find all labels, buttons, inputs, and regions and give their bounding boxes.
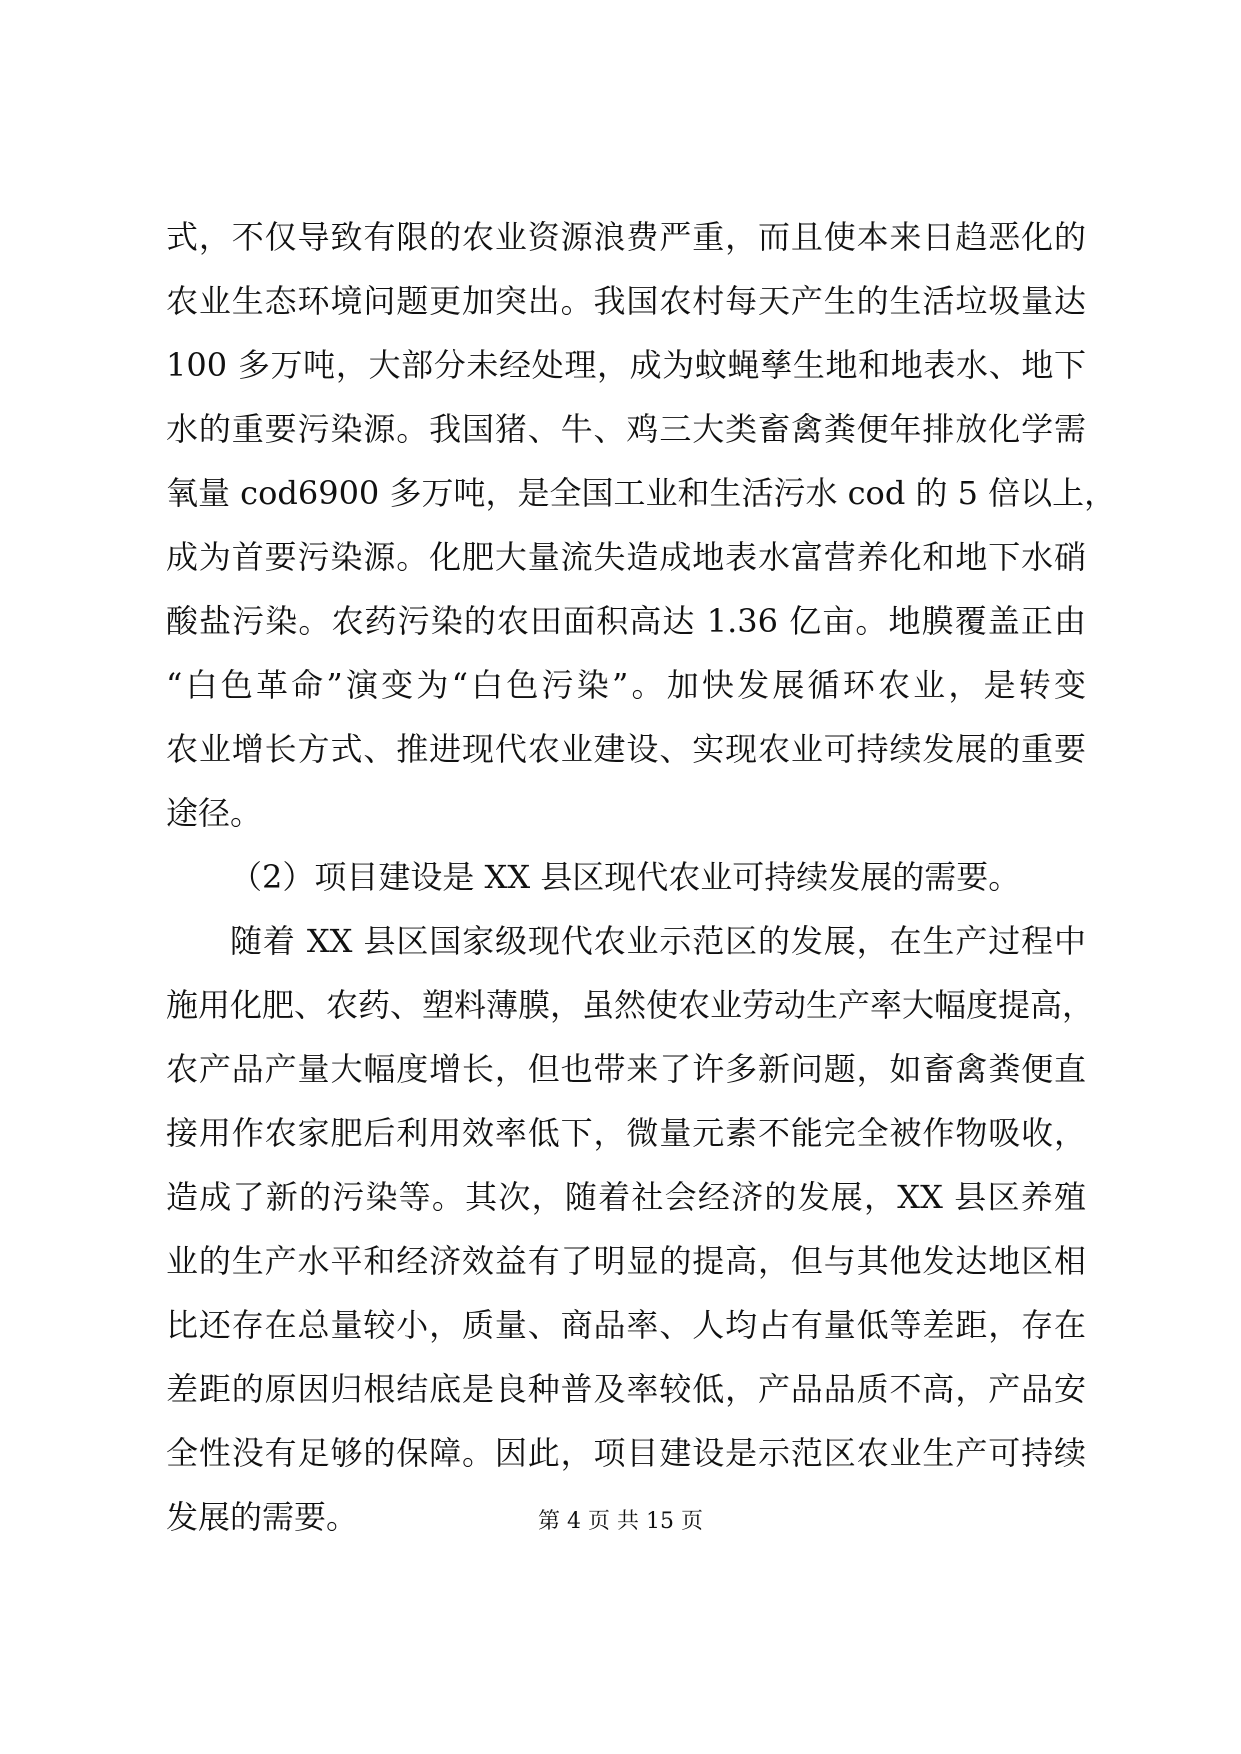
paragraph-line: 农业生态环境问题更加突出。我国农村每天产生的生活垃圾量达 [166, 282, 1086, 320]
section-heading: （2）项目建设是 XX 县区现代农业可持续发展的需要。 [230, 858, 1021, 896]
page-number-footer: 第 4 页 共 15 页 [538, 1509, 703, 1534]
paragraph-line: 水的重要污染源。我国猪、牛、鸡三大类畜禽粪便年排放化学需 [166, 410, 1086, 448]
paragraph-line: 接用作农家肥后利用效率低下，微量元素不能完全被作物吸收， [166, 1114, 1086, 1152]
paragraph-line: 农产品产量大幅度增长，但也带来了许多新问题，如畜禽粪便直 [166, 1050, 1086, 1088]
paragraph-line: 发展的需要。 [166, 1498, 359, 1536]
document-body [166, 205, 1117, 1549]
paragraph-line: 随着 XX 县区国家级现代农业示范区的发展，在生产过程中 [230, 922, 1086, 960]
paragraph-line: “白色革命”演变为“白色污染”。加快发展循环农业，是转变 [166, 666, 1086, 704]
paragraph-line: 农业增长方式、推进现代农业建设、实现农业可持续发展的重要 [166, 730, 1086, 768]
paragraph-line: 100 多万吨，大部分未经处理，成为蚊蝇孳生地和地表水、地下 [166, 346, 1086, 384]
paragraph-line: 式，不仅导致有限的农业资源浪费严重，而且使本来日趋恶化的 [166, 218, 1086, 256]
paragraph-line: 成为首要污染源。化肥大量流失造成地表水富营养化和地下水硝 [166, 538, 1086, 576]
paragraph-line: 造成了新的污染等。其次，随着社会经济的发展，XX 县区养殖 [166, 1178, 1086, 1216]
paragraph-line: 酸盐污染。农药污染的农田面积高达 1.36 亿亩。地膜覆盖正由 [166, 602, 1086, 640]
paragraph-line: 施用化肥、农药、塑料薄膜，虽然使农业劳动生产率大幅度提高， [166, 986, 1095, 1024]
paragraph-line: 比还存在总量较小，质量、商品率、人均占有量低等差距，存在 [166, 1306, 1086, 1344]
paragraph-line: 业的生产水平和经济效益有了明显的提高，但与其他发达地区相 [166, 1242, 1086, 1280]
paragraph-line: 途径。 [166, 794, 263, 832]
paragraph-line: 全性没有足够的保障。因此，项目建设是示范区农业生产可持续 [166, 1434, 1086, 1472]
paragraph-line: 氧量 cod6900 多万吨，是全国工业和生活污水 cod 的 5 倍以上， [166, 474, 1117, 512]
paragraph-line: 差距的原因归根结底是良种普及率较低，产品品质不高，产品安 [166, 1370, 1086, 1408]
